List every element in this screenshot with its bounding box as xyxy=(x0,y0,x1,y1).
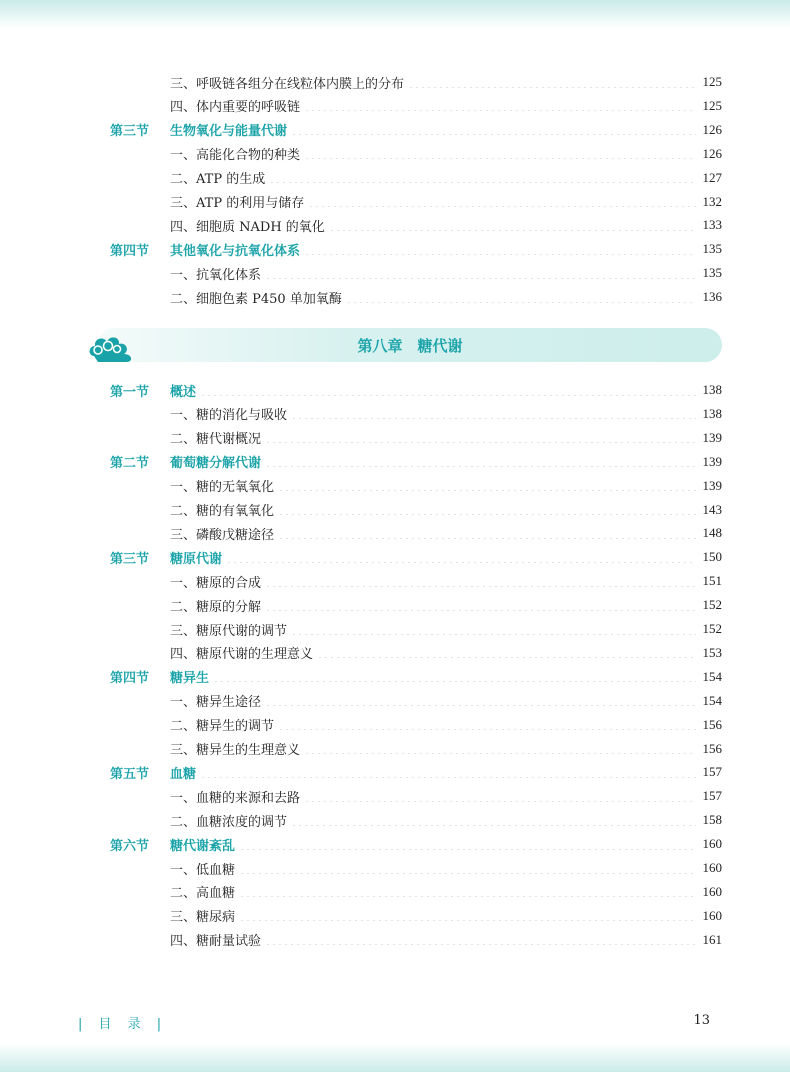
dot-leader xyxy=(278,514,696,515)
toc-item-row xyxy=(0,641,790,665)
toc-item-row xyxy=(0,928,790,952)
toc-entry-title: 二、糖原的分解 xyxy=(170,599,262,615)
toc-entry xyxy=(170,548,696,567)
dot-leader xyxy=(265,610,696,611)
toc-entry-title: 三、糖异生的生理意义 xyxy=(170,743,301,758)
toc-entry xyxy=(170,882,696,901)
toc-entry xyxy=(170,715,696,734)
toc-entry xyxy=(170,240,696,259)
dot-leader xyxy=(304,254,696,255)
toc-section-row xyxy=(0,760,790,784)
toc-page-number: 143 xyxy=(702,501,722,517)
toc-entry xyxy=(170,859,696,878)
section-number: 第五节 xyxy=(110,766,150,782)
toc-item-row xyxy=(0,521,790,545)
dot-leader xyxy=(239,920,696,921)
toc-entry xyxy=(170,192,696,211)
toc-page-number: 156 xyxy=(702,740,722,756)
toc-entry xyxy=(170,930,696,949)
dot-leader xyxy=(265,466,696,467)
toc-page-number: 161 xyxy=(702,931,722,947)
toc-entry xyxy=(170,906,696,925)
toc-entry-title: 二、高血糖 xyxy=(170,886,236,902)
toc-entry xyxy=(170,288,696,307)
toc-page-number: 139 xyxy=(702,429,722,445)
toc-section-row xyxy=(0,237,790,261)
toc-entry-title: 一、高能化合物的种类 xyxy=(170,148,301,164)
dot-leader xyxy=(346,302,696,303)
section-number: 第三节 xyxy=(110,551,150,567)
toc-item-row xyxy=(0,213,790,237)
toc-page-number: 135 xyxy=(702,265,722,281)
toc-item-row xyxy=(0,784,790,808)
toc-page-number: 125 xyxy=(702,74,722,89)
toc-entry xyxy=(170,739,696,758)
dot-leader xyxy=(278,729,696,730)
toc-entry-title: 一、糖原的合成 xyxy=(170,575,262,591)
toc-entry-title: 概述 xyxy=(170,384,197,400)
toc-entry-title: 其他氧化与抗氧化体系 xyxy=(170,243,301,259)
toc-entry-title: 一、糖的消化与吸收 xyxy=(170,408,288,424)
toc-entry-title: 三、糖尿病 xyxy=(170,910,236,926)
toc-entry-title: 二、血糖浓度的调节 xyxy=(170,814,288,830)
toc-page-number: 127 xyxy=(702,169,722,185)
toc-entry xyxy=(170,73,696,92)
dot-leader xyxy=(291,134,696,135)
toc-page-number: 157 xyxy=(702,764,722,780)
toc-item-row xyxy=(0,880,790,904)
section-number: 第四节 xyxy=(110,243,150,259)
toc-entry-title: 四、体内重要的呼吸链 xyxy=(170,100,301,116)
dot-leader xyxy=(317,657,696,658)
toc-entry xyxy=(170,96,696,115)
toc-page-number: 138 xyxy=(702,382,722,397)
toc-item-row xyxy=(0,142,790,166)
bottom-decorative-band xyxy=(0,1044,790,1072)
toc-item-row xyxy=(0,808,790,832)
toc-entry xyxy=(170,500,696,519)
dot-leader xyxy=(265,278,696,279)
toc-page-number: 152 xyxy=(702,597,722,613)
toc-entry xyxy=(170,835,696,854)
toc-entry xyxy=(170,144,696,163)
dot-leader xyxy=(278,490,696,491)
toc-entry xyxy=(170,811,696,830)
toc-entry xyxy=(170,120,696,139)
toc-item-row xyxy=(0,190,790,214)
section-number: 第二节 xyxy=(110,456,150,472)
toc-page-number: 154 xyxy=(702,692,722,708)
toc-page-number: 158 xyxy=(702,812,722,828)
toc-page-number: 133 xyxy=(702,217,722,233)
chapter-title: 第八章 糖代谢 xyxy=(357,336,463,355)
section-number: 第一节 xyxy=(110,384,150,400)
toc-item-row xyxy=(0,498,790,522)
toc-entry-title: 二、糖异生的调节 xyxy=(170,719,275,735)
toc-entry xyxy=(170,643,696,662)
dot-leader xyxy=(291,634,696,635)
toc-entry-title: 糖异生 xyxy=(170,671,210,687)
dot-leader xyxy=(329,230,696,231)
toc-entry-title: 三、呼吸链各组分在线粒体内膜上的分布 xyxy=(170,76,405,92)
toc-entry-title: 糖原代谢 xyxy=(170,551,223,567)
toc-entry-title: 三、糖原代谢的调节 xyxy=(170,623,288,639)
toc-entry xyxy=(170,787,696,806)
toc-page-number: 160 xyxy=(702,836,722,852)
toc-page-number: 139 xyxy=(702,477,722,493)
top-decorative-band xyxy=(0,0,790,28)
toc-entry xyxy=(170,404,696,423)
section-number: 第六节 xyxy=(110,838,150,854)
dot-leader xyxy=(291,825,696,826)
toc-entry xyxy=(170,691,696,710)
dot-leader xyxy=(304,110,696,111)
toc-entry-title: 一、抗氧化体系 xyxy=(170,267,262,283)
toc-page-number: 160 xyxy=(702,907,722,923)
toc-entry xyxy=(170,763,696,782)
toc-section-row xyxy=(0,378,790,402)
section-number: 第四节 xyxy=(110,671,150,687)
dot-leader xyxy=(269,182,696,183)
toc-entry-title: 生物氧化与能量代谢 xyxy=(170,124,288,140)
toc-page-number: 157 xyxy=(702,788,722,804)
dot-leader xyxy=(278,538,696,539)
toc-item-row xyxy=(0,261,790,285)
toc-page-number: 126 xyxy=(702,121,722,137)
toc-page-number: 126 xyxy=(702,145,722,161)
toc-entry xyxy=(170,524,696,543)
toc-entry xyxy=(170,476,696,495)
dot-leader xyxy=(226,562,696,563)
dot-leader xyxy=(265,442,696,443)
toc-entry xyxy=(170,596,696,615)
toc-item-row xyxy=(0,737,790,761)
toc-item-row xyxy=(0,689,790,713)
toc-entry-title: 二、糖代谢概况 xyxy=(170,432,262,448)
toc-item-row xyxy=(0,426,790,450)
toc-entry-title: 二、ATP 的生成 xyxy=(170,172,266,188)
toc-item-row xyxy=(0,94,790,118)
toc-item-row xyxy=(0,593,790,617)
toc-item-row xyxy=(0,285,790,309)
toc-entry xyxy=(170,667,696,686)
toc-page-number: 154 xyxy=(702,668,722,684)
toc-section-row xyxy=(0,665,790,689)
toc-entry xyxy=(170,572,696,591)
dot-leader xyxy=(291,418,696,419)
dot-leader xyxy=(408,87,696,88)
toc-page-number: 156 xyxy=(702,716,722,732)
dot-leader xyxy=(265,944,696,945)
toc-entry-title: 四、糖耐量试验 xyxy=(170,934,262,950)
toc-section-row xyxy=(0,545,790,569)
toc-entry xyxy=(170,428,696,447)
toc-page-number: 160 xyxy=(702,883,722,899)
toc-entry-title: 糖代谢紊乱 xyxy=(170,838,236,854)
toc-entry xyxy=(170,620,696,639)
toc-item-row xyxy=(0,856,790,880)
dot-leader xyxy=(200,395,696,396)
dot-leader xyxy=(200,777,696,778)
toc-entry-title: 四、细胞质 NADH 的氧化 xyxy=(170,219,325,235)
dot-leader xyxy=(265,586,696,587)
dot-leader xyxy=(239,873,696,874)
toc-entry xyxy=(170,381,696,400)
toc-page-number: 136 xyxy=(702,289,722,305)
toc-page-number: 153 xyxy=(702,644,722,660)
toc-item-row xyxy=(0,70,790,94)
dot-leader xyxy=(304,753,696,754)
toc-entry-title: 二、糖的有氧氧化 xyxy=(170,504,275,519)
section-number: 第三节 xyxy=(110,124,150,140)
toc-entry-title: 三、ATP 的利用与储存 xyxy=(170,196,305,211)
dot-leader xyxy=(304,158,696,159)
toc-page-number: 148 xyxy=(702,525,722,541)
toc-entry xyxy=(170,452,696,471)
toc-page-number: 150 xyxy=(702,549,722,565)
toc-entry xyxy=(170,168,696,187)
toc-entry-title: 二、细胞色素 P450 单加氧酶 xyxy=(170,291,342,307)
dot-leader xyxy=(308,206,696,207)
toc-entry-title: 血糖 xyxy=(170,766,197,782)
toc-item-row xyxy=(0,713,790,737)
dot-leader xyxy=(265,705,696,706)
toc-item-row xyxy=(0,402,790,426)
toc-page-number: 151 xyxy=(702,573,722,589)
toc-section-row xyxy=(0,832,790,856)
dot-leader xyxy=(239,896,696,897)
toc-entry-title: 四、糖原代谢的生理意义 xyxy=(170,647,314,663)
toc-page-number: 152 xyxy=(702,621,722,636)
toc-section-row xyxy=(0,118,790,142)
footer-section-label: | 目 录 | xyxy=(78,1017,168,1032)
toc-item-row xyxy=(0,617,790,641)
page-number: 13 xyxy=(693,1013,710,1028)
toc-item-row xyxy=(0,166,790,190)
toc-page-number: 160 xyxy=(702,860,722,875)
toc-entry-title: 三、磷酸戊糖途径 xyxy=(170,527,275,543)
toc-entry xyxy=(170,264,696,283)
toc-section-row xyxy=(0,450,790,474)
toc-page-number: 138 xyxy=(702,405,722,421)
toc-entry-title: 一、血糖的来源和去路 xyxy=(170,790,301,806)
toc-entry-title: 一、低血糖 xyxy=(170,862,236,878)
toc-page-number: 132 xyxy=(702,193,722,209)
toc-entry xyxy=(170,216,696,235)
toc-entry-title: 葡萄糖分解代谢 xyxy=(170,456,262,472)
toc-page-number: 135 xyxy=(702,241,722,257)
toc-item-row xyxy=(0,569,790,593)
toc-item-row xyxy=(0,904,790,928)
dot-leader xyxy=(239,849,696,850)
toc-item-row xyxy=(0,474,790,498)
toc-page-number: 139 xyxy=(702,453,722,469)
toc-entry-title: 一、糖的无氧氧化 xyxy=(170,480,275,496)
toc-entry-title: 一、糖异生途径 xyxy=(170,695,262,711)
dot-leader xyxy=(213,681,696,682)
toc-page-number: 125 xyxy=(702,97,722,113)
dot-leader xyxy=(304,801,696,802)
